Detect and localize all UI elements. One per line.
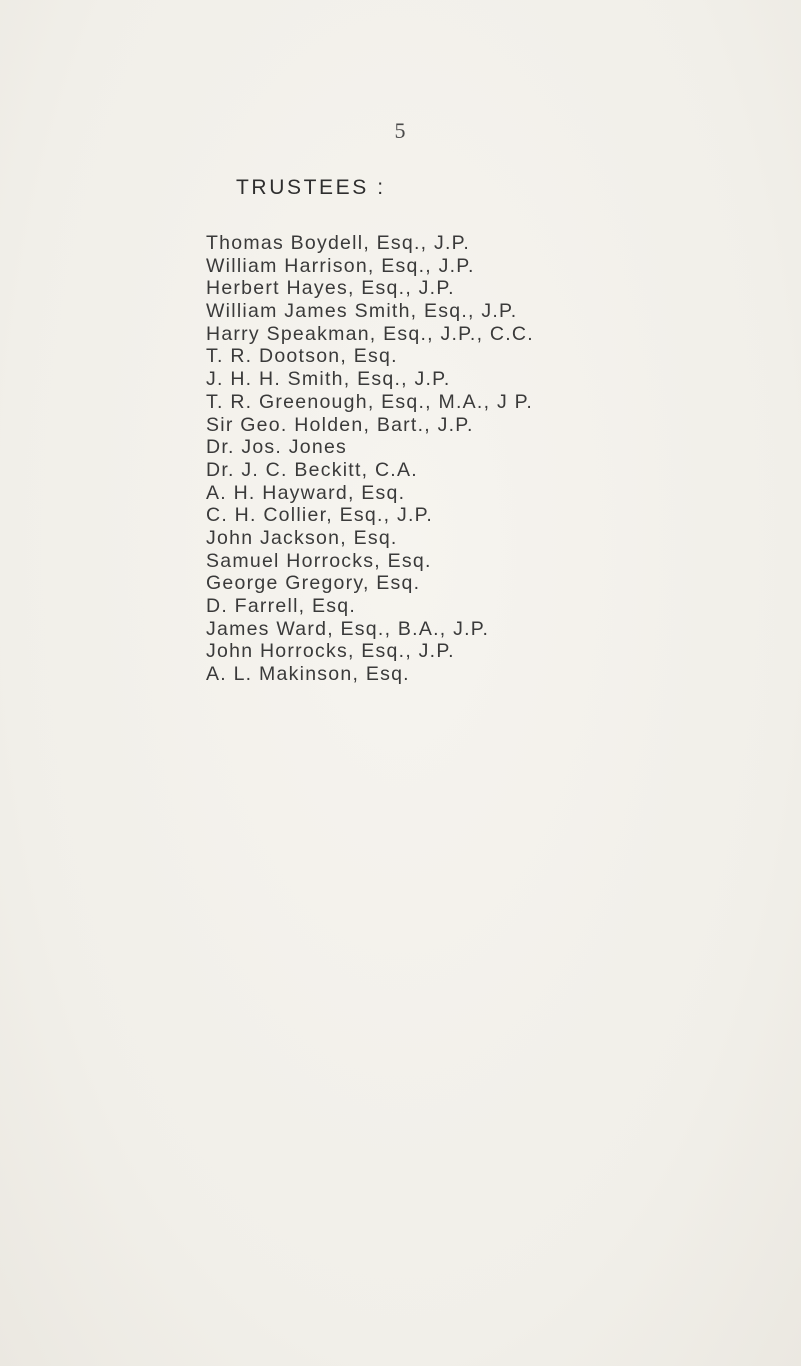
trustee-item: Thomas Boydell, Esq., J.P. [206, 232, 471, 254]
trustee-item: A. H. Hayward, Esq. [206, 481, 406, 504]
trustee-item: Harry Speakman, Esq., J.P., C.C. [206, 322, 534, 345]
trustee-item: John Jackson, Esq. [206, 526, 398, 549]
page-number: 5 [394, 118, 407, 143]
trustee-item: William Harrison, Esq., J.P. [206, 254, 475, 277]
trustee-list [206, 232, 534, 686]
trustee-item: D. Farrell, Esq. [206, 595, 357, 617]
trustee-item: James Ward, Esq., B.A., J.P. [206, 617, 490, 640]
section-heading: TRUSTEES : [236, 176, 386, 199]
trustee-item: J. H. H. Smith, Esq., J.P. [206, 368, 451, 391]
trustee-item: Dr. Jos. Jones [206, 436, 348, 459]
trustee-item: William James Smith, Esq., J.P. [206, 300, 518, 323]
trustee-item: Sir Geo. Holden, Bart., J.P. [206, 413, 474, 436]
trustee-item: John Horrocks, Esq., J.P. [206, 640, 455, 663]
trustee-item: C. H. Collier, Esq., J.P. [206, 504, 434, 527]
trustee-item: George Gregory, Esq. [206, 572, 421, 595]
trustee-item: Dr. J. C. Beckitt, C.A. [206, 458, 418, 481]
trustee-item: A. L. Makinson, Esq. [206, 663, 410, 686]
trustee-item: Herbert Hayes, Esq., J.P. [206, 277, 455, 300]
trustee-item: T. R. Greenough, Esq., M.A., J P. [206, 390, 534, 413]
trustee-item: Samuel Horrocks, Esq. [206, 549, 432, 572]
trustee-item: T. R. Dootson, Esq. [206, 345, 398, 368]
